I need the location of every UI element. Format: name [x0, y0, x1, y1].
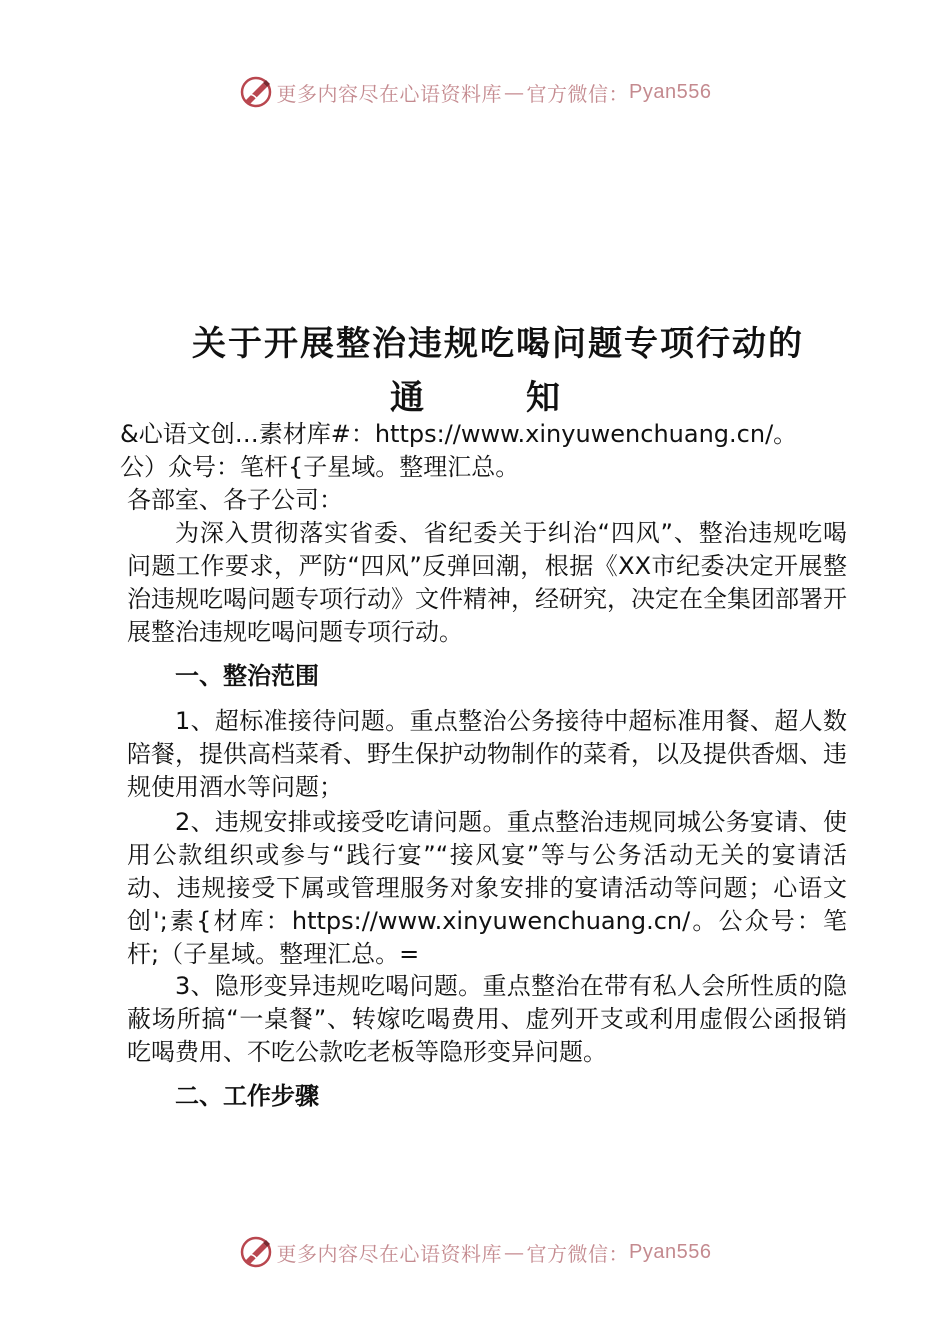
section-2-heading: 二、工作步骤	[175, 1082, 319, 1110]
watermark-dash: —	[504, 80, 525, 104]
footer-watermark	[0, 1232, 950, 1272]
pen-logo-icon	[239, 1235, 273, 1269]
source-block	[120, 418, 860, 484]
watermark-dash: —	[504, 1240, 525, 1264]
salutation-text: 各部室、各子公司：	[127, 486, 343, 514]
title-char-1: 通	[390, 378, 424, 418]
intro-paragraph: 为深入贯彻落实省委、省纪委关于纠治“四风”、整治违规吃喝问题工作要求，严防“四风”反弹回潮，根据《XX市纪委决定开展整治违规吃喝问题专项行动》文件精神，经研究，决定在全集团部署开展整治违规吃喝问题专项行动。	[127, 519, 847, 646]
watermark-wechat-id: Pyan556	[629, 80, 712, 103]
source-line-website: &心语文创…素材库#：https://www.xinyuwenchuang.cn/。	[120, 420, 798, 448]
section-1-item-2: 2、违规安排或接受吃请问题。重点整治违规同城公务宴请、使用公款组织或参与“践行宴”“接风宴”等与公务活动无关的宴请活动、违规接受下属或管理服务对象安排的宴请活动等问题；心语文创';素{材库：https://www.xinyuwenchuang.cn/。公众号：笔杆;（子星域。整理汇总。=	[127, 808, 847, 968]
title-char-2: 知	[526, 378, 560, 418]
watermark-main-text: 更多内容尽在心语资料库	[276, 81, 503, 106]
section-1-item-3: 3、隐形变异违规吃喝问题。重点整治在带有私人会所性质的隐蔽场所搞“一桌餐”、转嫁吃喝费用、虚列开支或利用虚假公函报销吃喝费用、不吃公款吃老板等隐形变异问题。	[127, 972, 847, 1066]
salutation	[127, 484, 847, 517]
watermark-wechat-id: Pyan556	[629, 1240, 712, 1263]
document-title-line2	[390, 370, 560, 419]
section-1-heading: 一、整治范围	[175, 662, 319, 690]
pen-logo-icon	[239, 75, 273, 109]
section-1-item-1: 1、超标准接待问题。重点整治公务接待中超标准用餐、超人数陪餐，提供高档菜肴、野生保护动物制作的菜肴，以及提供香烟、违规使用酒水等问题；	[127, 707, 847, 801]
watermark-label: 官方微信：	[526, 1241, 630, 1266]
source-line-account: 公）众号：笔杆{子星域。整理汇总。	[120, 453, 520, 481]
header-watermark	[0, 72, 950, 112]
document-title: 关于开展整治违规吃喝问题专项行动的	[192, 324, 804, 364]
watermark-label: 官方微信：	[526, 81, 630, 106]
watermark-main-text: 更多内容尽在心语资料库	[276, 1241, 503, 1266]
